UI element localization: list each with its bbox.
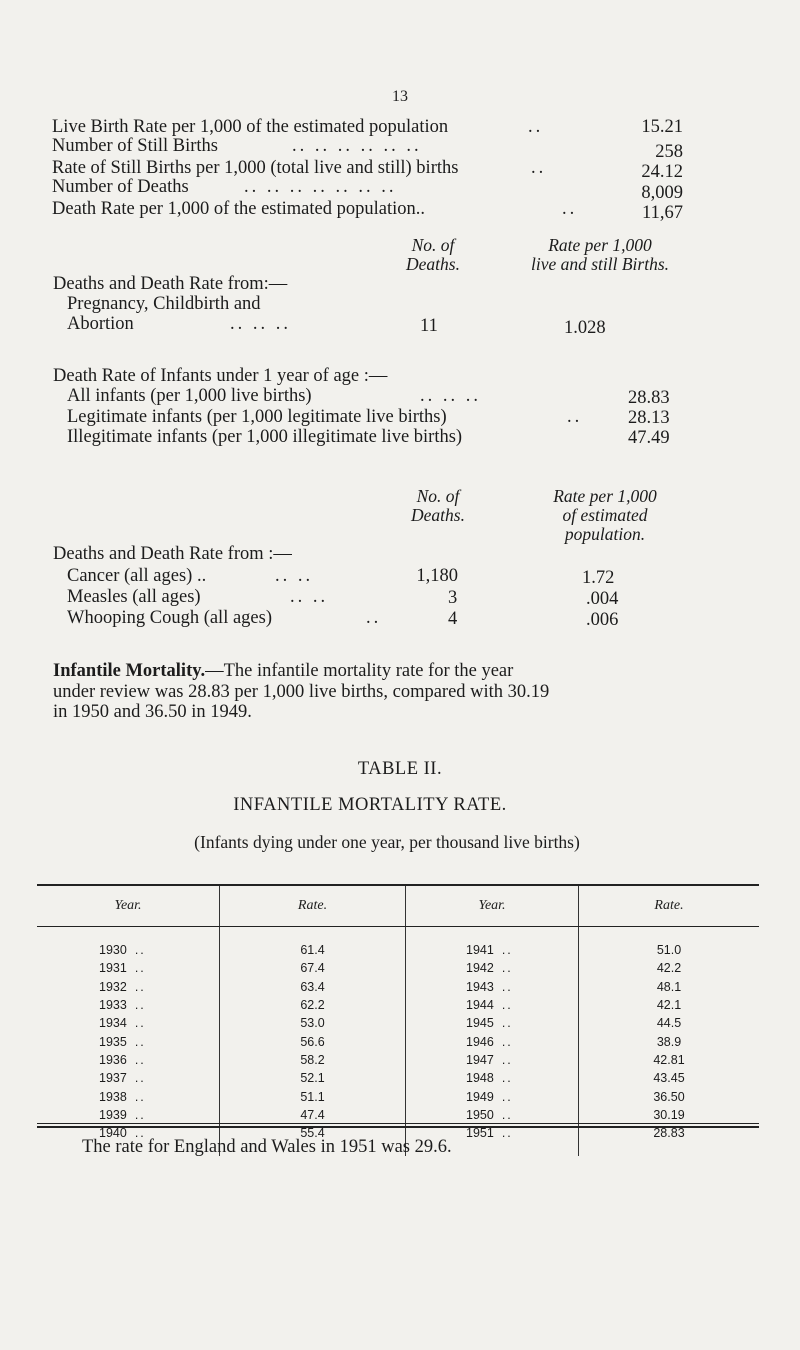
stat-row [0,117,800,137]
cause-label: Cancer (all ages) .. [67,566,207,586]
stat-value: 15.21 [641,117,683,137]
rate-cell-value: 48.1 [656,979,682,994]
year-cell [406,1032,579,1050]
col-header-line: population. [564,524,646,544]
deaths-value: 4 [448,609,458,629]
year-cell-value: 1940 [99,1126,127,1141]
rate-cell [220,1106,406,1124]
stat-row [0,199,800,223]
rate-cell-value: 51.1 [300,1089,325,1104]
year-cell-value: 1950 [466,1107,494,1122]
cause-label: Pregnancy, Childbirth and [67,294,261,314]
stat-row [0,177,800,203]
paragraph-line: in 1950 and 36.50 in 1949. [53,702,252,722]
infant-mortality-table [37,886,759,1156]
rate-cell [579,1087,760,1105]
leader-dots: .. [501,1052,513,1067]
table-title: TABLE II. [357,759,443,779]
leader-dots: .. [501,998,513,1013]
cause-label: Measles (all ages) [67,587,201,607]
year-cell [37,996,220,1014]
stat-leader: .. .. .. .. .. .. [292,136,422,156]
stat-row [0,158,800,182]
rate-cell [579,1014,760,1032]
leader-dots: .. [134,961,146,976]
leader-dots: .. [134,1071,146,1086]
year-cell-value: 1948 [466,1071,494,1086]
rate-cell-value: 55.4 [300,1126,325,1141]
year-cell [406,1051,579,1069]
table-row [37,1106,759,1124]
stat-leader: .. [562,199,578,219]
year-cell [406,1014,579,1032]
rate-value: 1.72 [582,568,615,588]
year-cell [37,1051,220,1069]
rate-cell-value: 67.4 [300,961,325,976]
rate-cell-value: 53.0 [300,1016,325,1031]
header-rate: Rate. [579,886,760,927]
table-row [37,1087,759,1105]
year-cell-value: 1938 [99,1089,127,1104]
table-body [37,927,759,1157]
leader-dots: .. [134,979,146,994]
rate-cell [579,1069,760,1087]
rate-cell-value: 42.2 [656,961,682,976]
year-cell [37,1014,220,1032]
header-year: Year. [37,886,220,927]
leader-dots: .. [134,1089,146,1104]
year-cell-value: 1943 [466,979,494,994]
stat-value: 24.12 [641,162,683,182]
table-caption: (Infants dying under one year, per thousand live births) [194,832,580,852]
table-row [37,1051,759,1069]
col-header-line: Rate per 1,000 [553,486,657,506]
rate-value: .004 [586,589,619,609]
rate-cell-value: 51.0 [656,943,682,958]
stat-label: Live Birth Rate per 1,000 of the estimated population [52,117,449,137]
stat-label: Number of Still Births [52,136,218,156]
year-cell [406,978,579,996]
stat-label: Rate of Still Births per 1,000 (total live and still) births [52,158,459,178]
leader-dots: .. [501,1071,513,1086]
rate-cell [579,978,760,996]
header-rate: Rate. [220,886,406,927]
year-cell [406,1087,579,1105]
rate-cell [220,978,406,996]
year-cell-value: 1944 [466,998,494,1013]
stat-row [0,136,800,162]
section-intro: Deaths and Death Rate from:— [53,274,288,294]
footnote: The rate for England and Wales in 1951 was 29.6. [82,1137,452,1157]
rate-cell-value: 47.4 [300,1107,325,1122]
paragraph-line: under review was 28.83 per 1,000 live births, compared with 30.19 [53,682,550,702]
leader-dots: .. .. .. [420,386,481,406]
rate-cell-value: 43.45 [653,1071,685,1086]
rate-cell-value: 61.4 [300,943,325,958]
section-heading: Death Rate of Infants under 1 year of age :— [53,366,388,386]
stat-label: Death Rate per 1,000 of the estimated population.. [52,199,425,219]
col-header-line: No. of [411,235,455,255]
year-cell-value: 1930 [99,943,127,958]
year-cell [37,1032,220,1050]
section-intro: Deaths and Death Rate from :— [53,544,292,564]
rate-value: 47.49 [628,428,670,448]
year-cell-value: 1951 [466,1126,494,1141]
page-number: 13 [392,88,408,105]
rate-cell-value: 52.1 [300,1071,325,1086]
leader-dots: .. [501,1089,513,1104]
col-header-line: Deaths. [406,254,460,274]
table-row [37,978,759,996]
rate-cell [579,927,760,960]
rate-value: 1.028 [564,318,606,338]
stat-value: 258 [655,142,683,162]
rate-cell-value: 62.2 [300,998,325,1013]
rate-label: Legitimate infants (per 1,000 legitimate live births) [67,407,447,427]
year-cell [37,978,220,996]
leader-dots: .. [134,1107,146,1122]
rate-cell [579,1106,760,1124]
year-cell [37,959,220,977]
rate-value: 28.13 [628,408,670,428]
rate-cell-value: 56.6 [300,1034,325,1049]
rate-cell [579,996,760,1014]
year-cell [406,959,579,977]
table-row [37,1069,759,1087]
rate-cell-value: 63.4 [300,979,325,994]
leader-dots: .. [134,943,146,958]
rate-cell-value: 44.5 [656,1016,682,1031]
year-cell-value: 1946 [466,1034,494,1049]
col-header-line: Deaths. [411,505,465,525]
rate-cell-value: 42.1 [656,998,682,1013]
year-cell [406,996,579,1014]
leader-dots: .. [501,979,513,994]
stat-value: 11,67 [642,203,683,223]
col-header-rate [500,236,700,274]
stat-leader: .. .. .. .. .. .. .. [244,177,397,197]
year-cell [37,1069,220,1087]
col-header-line: Rate per 1,000 [548,235,652,255]
leader-dots: .. [366,608,382,628]
rate-cell [220,927,406,960]
year-cell-value: 1945 [466,1016,494,1031]
rate-cell-value: 28.83 [653,1126,685,1141]
rate-cell-value: 58.2 [300,1052,325,1067]
year-cell-value: 1937 [99,1071,127,1086]
table-subtitle: INFANTILE MORTALITY RATE. [233,795,507,815]
rate-label: Illegitimate infants (per 1,000 illegitimate live births) [67,427,463,447]
header-year: Year. [406,886,579,927]
paragraph-line [53,661,513,681]
deaths-value: 3 [448,588,458,608]
table-row [37,927,759,960]
year-cell [37,1087,220,1105]
rate-label: All infants (per 1,000 live births) [67,386,312,406]
rate-cell [220,1014,406,1032]
year-cell-value: 1941 [466,943,494,958]
leader-dots: .. .. [290,587,329,607]
deaths-value: 11 [420,316,438,336]
table-row [37,996,759,1014]
rate-cell-value: 36.50 [653,1089,685,1104]
cause-label: Whooping Cough (all ages) [67,608,272,628]
year-cell-value: 1931 [99,961,127,976]
rate-cell [220,996,406,1014]
rate-cell [579,1032,760,1050]
year-cell-value: 1947 [466,1052,494,1067]
table-row [37,959,759,977]
rate-value: .006 [586,610,619,630]
rate-cell [220,1087,406,1105]
col-header-line: No. of [416,486,460,506]
leader-dots: .. [501,1107,513,1122]
year-cell-value: 1934 [99,1016,127,1031]
year-cell-value: 1936 [99,1052,127,1067]
stat-value: 8,009 [641,183,683,203]
stat-label: Number of Deaths [52,177,189,197]
rate-cell-value: 30.19 [653,1107,685,1122]
rate-cell [579,959,760,977]
leader-dots: .. .. [275,566,314,586]
table-header-row [37,886,759,927]
leader-dots: .. [134,1034,146,1049]
col-header-line: of estimated [562,505,648,525]
stat-leader: .. [531,158,547,178]
year-cell [37,927,220,960]
year-cell [37,1106,220,1124]
year-cell-value: 1942 [466,961,494,976]
rate-cell [220,1032,406,1050]
rate-cell [220,1051,406,1069]
year-cell-value: 1935 [99,1034,127,1049]
year-cell [406,1106,579,1124]
leader-dots: .. [134,998,146,1013]
table-row [37,1032,759,1050]
stat-leader: .. [528,117,544,137]
year-cell [406,1069,579,1087]
leader-dots: .. [134,1126,146,1141]
rate-cell [220,1069,406,1087]
col-header-line: live and still Births. [530,254,670,274]
year-cell-value: 1933 [99,998,127,1013]
leader-dots: .. [134,1052,146,1067]
rate-cell-value: 38.9 [656,1034,682,1049]
deaths-value: 1,180 [416,566,458,586]
table-bottom-rule [37,1123,759,1124]
leader-dots: .. [501,1126,513,1141]
rate-value: 28.83 [628,388,670,408]
year-cell-value: 1939 [99,1107,127,1122]
rate-cell [220,959,406,977]
table-bottom-rule [37,1126,759,1128]
leader-dots: .. [134,1016,146,1031]
leader-dots: .. [501,943,513,958]
col-header-deaths [378,236,488,274]
paragraph-lead: Infantile Mortality. [53,661,206,681]
leader-dots: .. [567,407,583,427]
paragraph-text: —The infantile mortality rate for the year [205,661,514,681]
leader-dots: .. .. .. [230,314,291,334]
rate-cell-value: 42.81 [653,1052,685,1067]
year-cell-value: 1949 [466,1089,494,1104]
leader-dots: .. [501,1034,513,1049]
leader-dots: .. [501,961,513,976]
col-header-rate [515,487,695,544]
rate-cell [579,1051,760,1069]
col-header-deaths [378,487,498,525]
leader-dots: .. [501,1016,513,1031]
cause-label: Abortion [67,314,134,334]
table-row [37,1014,759,1032]
year-cell [406,927,579,960]
year-cell-value: 1932 [99,979,127,994]
